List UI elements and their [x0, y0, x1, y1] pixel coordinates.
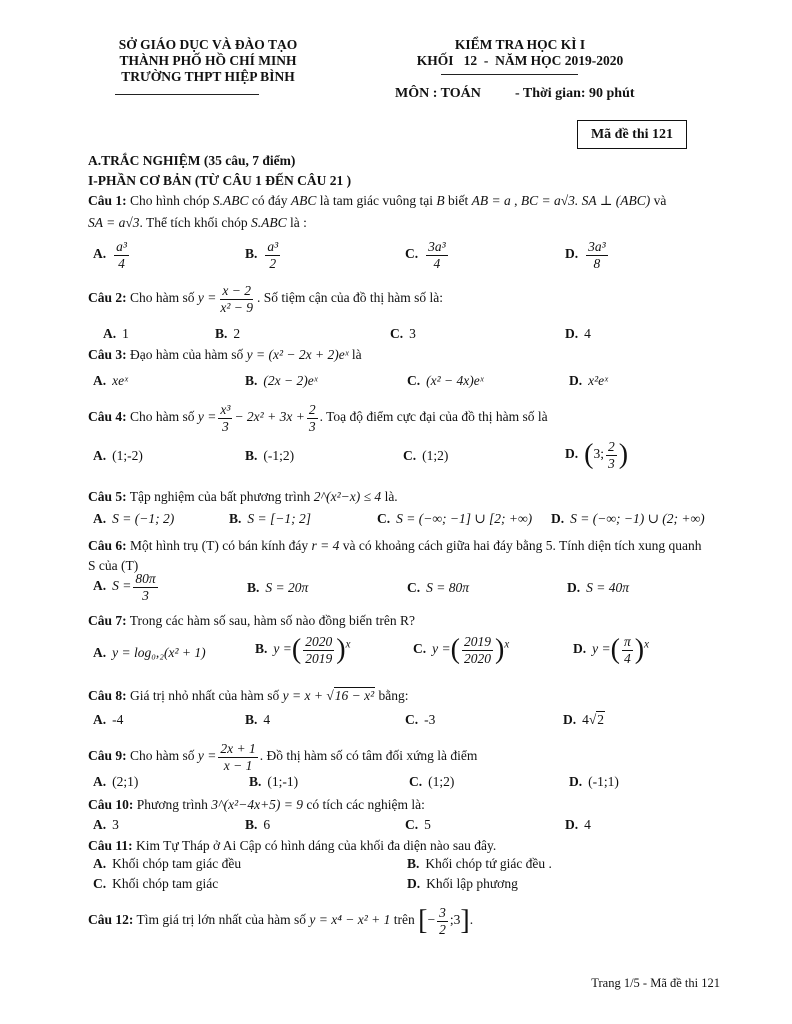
exponent: x	[504, 638, 510, 651]
question-text: . Số tiệm cận của đồ thị hàm số là:	[257, 290, 444, 306]
option-value: 4	[582, 712, 589, 727]
math-expr: y = x +	[282, 688, 327, 703]
option-label: D.	[551, 511, 565, 526]
option-label: D.	[407, 876, 421, 891]
option-value: S = (−∞; −1) ∪ (2; +∞)	[570, 511, 705, 526]
fraction	[114, 240, 129, 270]
option-value: 3;	[593, 446, 604, 462]
option-value: 1	[122, 326, 129, 341]
question-12	[88, 906, 702, 936]
math-expr: r = 4	[311, 538, 340, 553]
question-number: Câu 1:	[88, 193, 127, 208]
fraction	[307, 403, 318, 433]
numerator: 80π	[135, 571, 156, 586]
question-number: Câu 2:	[88, 290, 127, 306]
question-5	[88, 487, 702, 507]
option-b[interactable]	[247, 580, 308, 596]
question-text: Đạo hàm của hàm số	[126, 347, 247, 362]
fraction	[265, 240, 280, 270]
math-expr: −	[427, 912, 436, 928]
question-number: Câu 10:	[88, 797, 134, 812]
numerator: x − 2	[222, 283, 252, 298]
numerator: 3a³	[428, 239, 446, 254]
option-label: B.	[215, 326, 228, 341]
option-label: B.	[245, 712, 258, 727]
math-term: S.ABC	[251, 215, 287, 230]
option-value: 4	[263, 712, 271, 727]
paren-close: )	[336, 634, 346, 665]
option-value: (-1;2)	[263, 448, 295, 463]
sqrt-sign: √	[326, 688, 334, 703]
option-label: C.	[407, 373, 421, 388]
option-label: B.	[249, 774, 262, 789]
question-text: biết	[444, 193, 472, 208]
fraction	[462, 635, 493, 665]
option-d[interactable]	[565, 817, 591, 833]
option-d[interactable]	[407, 876, 518, 892]
numerator: 3a³	[588, 239, 606, 254]
question-text: Kim Tự Tháp ở Ai Cập có hình dáng của khối đa diện nào sau đây.	[132, 838, 497, 853]
bracket-close: ]	[460, 905, 470, 936]
question-text: trên	[390, 912, 419, 928]
question-3	[88, 345, 702, 365]
fraction	[133, 572, 157, 602]
option-label: B.	[245, 373, 258, 388]
fraction	[426, 240, 448, 270]
option-label: C.	[405, 817, 419, 832]
option-value: S = 80π	[426, 580, 469, 595]
question-7	[88, 611, 702, 631]
math-expr: 3^(x²−4x+5) = 9	[211, 797, 304, 812]
math-expr: y =	[197, 748, 217, 764]
option-a[interactable]	[93, 856, 241, 872]
paren-open: (	[291, 634, 302, 665]
option-a[interactable]	[93, 511, 174, 527]
option-label: A.	[93, 511, 107, 526]
option-label: D.	[565, 246, 579, 262]
question-5-options	[93, 511, 733, 539]
question-text: là :	[286, 215, 307, 230]
option-label: D.	[569, 774, 583, 789]
numerator: 2	[607, 439, 615, 454]
option-label: B.	[247, 580, 260, 595]
option-label: D.	[567, 580, 581, 595]
option-value: y =	[432, 641, 451, 657]
exam-title: KIỂM TRA HỌC KÌ I	[454, 37, 586, 52]
math-expr: SA = a√3	[88, 215, 140, 230]
question-text: Cho hàm số	[126, 290, 198, 306]
numerator: 2	[308, 402, 316, 417]
numerator: a³	[267, 239, 279, 254]
fraction	[586, 240, 608, 270]
math-expr: ;3	[449, 912, 461, 928]
question-1-line2	[88, 213, 702, 233]
option-b[interactable]	[245, 373, 318, 389]
denominator: x² − 9	[220, 299, 254, 315]
fraction	[606, 440, 617, 470]
option-label: A.	[93, 448, 107, 463]
question-text: có đáy	[248, 193, 291, 208]
fraction	[622, 635, 633, 665]
numerator: π	[623, 634, 631, 649]
question-text: Trong các hàm số sau, hàm số nào đồng biến trên R?	[126, 613, 415, 628]
fraction	[218, 284, 255, 314]
option-value: S = (−1; 2)	[112, 511, 175, 526]
option-a[interactable]	[93, 572, 160, 602]
option-value: y = log₀,₂(x² + 1)	[112, 645, 206, 660]
question-7-options	[93, 634, 733, 673]
option-value: (-1;1)	[588, 774, 619, 789]
paren-close: )	[634, 634, 645, 665]
exponent: x	[345, 638, 351, 651]
option-c[interactable]	[405, 240, 450, 270]
numerator: 2020	[305, 634, 333, 649]
numerator: 3	[439, 905, 446, 920]
exam-grade-year: KHỐI 12 - NĂM HỌC 2019-2020	[416, 53, 624, 68]
option-label: C.	[405, 712, 419, 727]
numerator: 2019	[463, 634, 491, 649]
option-label: B.	[255, 641, 268, 657]
option-d[interactable]	[551, 511, 705, 527]
option-c[interactable]	[93, 876, 218, 892]
option-label: B.	[245, 817, 258, 832]
denominator: 4	[623, 650, 631, 666]
header-right-rule	[441, 74, 578, 75]
option-label: C.	[409, 774, 423, 789]
option-d[interactable]	[565, 326, 591, 342]
radicand: 2	[597, 712, 605, 727]
option-c[interactable]	[407, 373, 484, 389]
question-1	[88, 191, 702, 211]
denominator: 2020	[463, 650, 491, 666]
option-value: x²eˣ	[588, 373, 608, 388]
denominator: 3	[607, 455, 615, 471]
denominator: 8	[593, 255, 601, 271]
option-label: C.	[405, 246, 419, 262]
option-label: A.	[93, 856, 107, 871]
fraction	[437, 906, 448, 936]
option-label: A.	[93, 645, 107, 660]
paren-open: (	[584, 439, 594, 470]
question-text: bằng:	[375, 688, 409, 703]
option-a[interactable]	[93, 712, 123, 728]
option-value: 6	[263, 817, 271, 832]
question-text: Cho hàm số	[126, 748, 198, 764]
option-value: -4	[112, 712, 124, 727]
option-value: (1;-2)	[112, 448, 143, 463]
math-expr: AB = a	[471, 193, 511, 208]
option-label: C.	[390, 326, 404, 341]
question-11-options-row2	[93, 876, 733, 904]
option-a[interactable]	[93, 645, 206, 661]
option-b[interactable]	[229, 511, 311, 527]
option-value: xeˣ	[112, 373, 128, 388]
option-value: y =	[273, 641, 292, 657]
school-name: TRƯỜNG THPT HIỆP BÌNH	[121, 69, 295, 84]
option-value: Khối chóp tam giác	[112, 876, 219, 891]
paren-close: )	[618, 439, 629, 470]
option-value: S = [−1; 2]	[247, 511, 311, 526]
option-label: C.	[403, 448, 417, 463]
question-6-options	[93, 571, 733, 608]
denominator: x − 1	[223, 757, 253, 773]
bracket-open: [	[418, 905, 428, 936]
option-d[interactable]	[567, 580, 629, 596]
math-expr: y =	[197, 409, 217, 425]
math-expr: . SA ⊥ (ABC)	[574, 193, 651, 208]
option-b[interactable]	[407, 856, 552, 872]
option-b[interactable]	[215, 326, 240, 342]
option-a[interactable]	[103, 326, 129, 342]
option-a[interactable]	[93, 448, 143, 464]
question-text: và	[650, 193, 667, 208]
option-label: C.	[93, 876, 107, 891]
math-expr: BC = a√3	[520, 193, 575, 208]
option-b[interactable]	[245, 817, 270, 833]
option-a[interactable]	[93, 774, 138, 790]
option-b[interactable]	[255, 635, 351, 665]
question-number: Câu 4:	[88, 409, 127, 425]
option-a[interactable]	[93, 817, 119, 833]
option-label: A.	[93, 373, 107, 388]
option-c[interactable]	[403, 448, 448, 464]
question-number: Câu 8:	[88, 688, 127, 703]
question-text: và có khoảng cách giữa hai đáy bằng 5. Tính diện tích xung quanh S của (T)	[88, 538, 702, 573]
option-label: B.	[229, 511, 242, 526]
option-a[interactable]	[93, 240, 131, 270]
option-c[interactable]	[405, 817, 431, 833]
question-6	[88, 536, 702, 576]
exam-header	[380, 37, 660, 69]
option-value: S = 20π	[265, 580, 309, 595]
math-expr: − 2x² + 3x +	[234, 409, 305, 425]
separator: ,	[510, 193, 521, 208]
denominator: 4	[118, 255, 125, 271]
question-9	[88, 742, 702, 772]
option-label: A.	[93, 578, 107, 594]
option-value: Khối lập phương	[426, 876, 518, 891]
question-text: Cho hình chóp	[126, 193, 213, 208]
option-c[interactable]	[390, 326, 416, 342]
question-number: Câu 6:	[88, 538, 127, 553]
option-label: A.	[103, 326, 117, 341]
question-text: Một hình trụ (T) có bán kính đáy	[126, 538, 312, 553]
denominator: 3	[142, 587, 149, 603]
option-label: B.	[245, 246, 258, 262]
option-value: 5	[424, 817, 431, 832]
question-8-options	[93, 712, 733, 740]
question-text: có tích các nghiệm là:	[303, 797, 425, 812]
numerator: a³	[116, 239, 127, 254]
paren-close: )	[494, 634, 505, 665]
option-label: D.	[565, 817, 579, 832]
question-text: là tam giác vuông tại	[316, 193, 437, 208]
dept-name: SỞ GIÁO DỤC VÀ ĐÀO TẠO	[118, 37, 298, 52]
denominator: 3	[308, 418, 316, 434]
option-b[interactable]	[245, 240, 282, 270]
option-value: S = 40π	[586, 580, 629, 595]
question-number: Câu 9:	[88, 748, 127, 764]
option-value: S = (−∞; −1] ∪ [2; +∞)	[396, 511, 533, 526]
question-number: Câu 12:	[88, 912, 134, 928]
option-label: A.	[93, 774, 107, 789]
question-text: .	[469, 912, 474, 928]
denominator: 4	[433, 255, 441, 271]
math-term: B	[436, 193, 445, 208]
sqrt-sign: √	[588, 712, 597, 727]
question-number: Câu 3:	[88, 347, 127, 362]
question-text: là	[348, 347, 362, 362]
option-b[interactable]	[249, 774, 298, 790]
numerator: x³	[220, 402, 231, 417]
question-text: là.	[381, 489, 398, 504]
option-label: C.	[377, 511, 391, 526]
option-b[interactable]	[245, 712, 270, 728]
option-d[interactable]	[569, 373, 608, 389]
option-label: D.	[563, 712, 577, 727]
option-label: D.	[565, 446, 579, 462]
numerator: 2x + 1	[220, 741, 256, 756]
question-11	[88, 836, 702, 856]
question-4	[88, 403, 702, 433]
fraction	[218, 742, 257, 772]
math-term: ABC	[290, 193, 317, 208]
question-text: . Đồ thị hàm số có tâm đối xứng là điểm	[259, 748, 478, 764]
section-a-title: A.TRẮC NGHIỆM (35 câu, 7 điểm)	[88, 153, 296, 168]
question-text: Tập nghiệm của bất phương trình	[126, 489, 314, 504]
fraction	[218, 403, 232, 433]
option-label: D.	[565, 326, 579, 341]
option-value: Khối chóp tứ giác đều .	[425, 856, 552, 871]
question-number: Câu 5:	[88, 489, 127, 504]
exam-code-box: Mã đề thi 121	[577, 120, 687, 149]
question-2	[88, 284, 702, 314]
option-d[interactable]	[573, 635, 649, 665]
question-text: . Thể tích khối chóp	[139, 215, 252, 230]
question-10	[88, 795, 702, 815]
option-value: (1;-1)	[267, 774, 299, 789]
option-value: 4	[584, 326, 591, 341]
school-header	[88, 37, 328, 85]
paren-open: (	[610, 634, 620, 665]
question-3-options	[93, 373, 733, 401]
option-value: (2x − 2)eˣ	[263, 373, 318, 388]
math-term: S.ABC	[212, 193, 249, 208]
question-number: Câu 7:	[88, 613, 127, 628]
option-value: (1;2)	[428, 774, 455, 789]
option-d[interactable]	[565, 240, 610, 270]
option-a[interactable]	[93, 373, 128, 389]
exponent: x	[644, 638, 650, 651]
header-left-rule	[115, 94, 259, 95]
question-8	[88, 686, 702, 706]
option-d[interactable]	[565, 440, 628, 470]
option-c[interactable]	[407, 580, 469, 596]
denominator: 2	[439, 921, 446, 937]
option-label: C.	[413, 641, 427, 657]
option-label: A.	[93, 712, 107, 727]
city-name: THÀNH PHỐ HỒ CHÍ MINH	[119, 53, 297, 68]
question-text: Tìm giá trị lớn nhất của hàm số	[133, 912, 310, 928]
time-label: - Thời gian: 90 phút	[515, 86, 635, 101]
option-value: y =	[592, 641, 611, 657]
page-footer: Trang 1/5 - Mã đề thi 121	[591, 976, 720, 990]
option-value: 4	[584, 817, 591, 832]
radicand: 16 − x²	[334, 688, 375, 703]
option-value: Khối chóp tam giác đều	[112, 856, 242, 871]
math-expr: 2^(x²−x) ≤ 4	[313, 489, 382, 504]
option-c[interactable]	[413, 635, 509, 665]
option-value: (1;2)	[422, 448, 449, 463]
option-value: 2	[233, 326, 241, 341]
option-label: A.	[93, 246, 107, 262]
question-4-options	[93, 439, 733, 476]
fraction	[303, 635, 334, 665]
denominator: 2	[269, 255, 277, 271]
option-d[interactable]	[563, 712, 605, 728]
option-c[interactable]	[377, 511, 532, 527]
option-label: B.	[245, 448, 258, 463]
question-text: Phương trình	[133, 797, 212, 812]
question-1-options	[93, 239, 733, 271]
option-label: A.	[93, 817, 107, 832]
question-number: Câu 11:	[88, 838, 133, 853]
section-basic-title: I-PHẦN CƠ BẢN (TỪ CÂU 1 ĐẾN CÂU 21 )	[88, 173, 352, 188]
math-expr: y = x⁴ − x² + 1	[309, 912, 391, 928]
option-d[interactable]	[569, 774, 619, 790]
option-value: (2;1)	[112, 774, 139, 789]
math-expr: y = (x² − 2x + 2)eˣ	[246, 347, 349, 362]
question-text: Giá trị nhỏ nhất của hàm số	[126, 688, 283, 703]
paren-open: (	[450, 634, 460, 665]
option-c[interactable]	[405, 712, 435, 728]
question-text: Cho hàm số	[126, 409, 198, 425]
option-c[interactable]	[409, 774, 454, 790]
option-value: 3	[112, 817, 119, 832]
math-expr: y =	[197, 290, 217, 306]
option-value: -3	[424, 712, 436, 727]
option-value: S =	[112, 578, 132, 594]
option-value: 3	[409, 326, 416, 341]
option-b[interactable]	[245, 448, 294, 464]
denominator: 2019	[305, 650, 333, 666]
denominator: 3	[222, 418, 229, 434]
option-label: B.	[407, 856, 420, 871]
question-text: . Toạ độ điểm cực đại của đồ thị hàm số là	[319, 409, 548, 425]
option-label: D.	[569, 373, 583, 388]
option-label: D.	[573, 641, 587, 657]
subject-label: MÔN : TOÁN	[395, 86, 481, 101]
option-value: (x² − 4x)eˣ	[426, 373, 484, 388]
option-label: C.	[407, 580, 421, 595]
